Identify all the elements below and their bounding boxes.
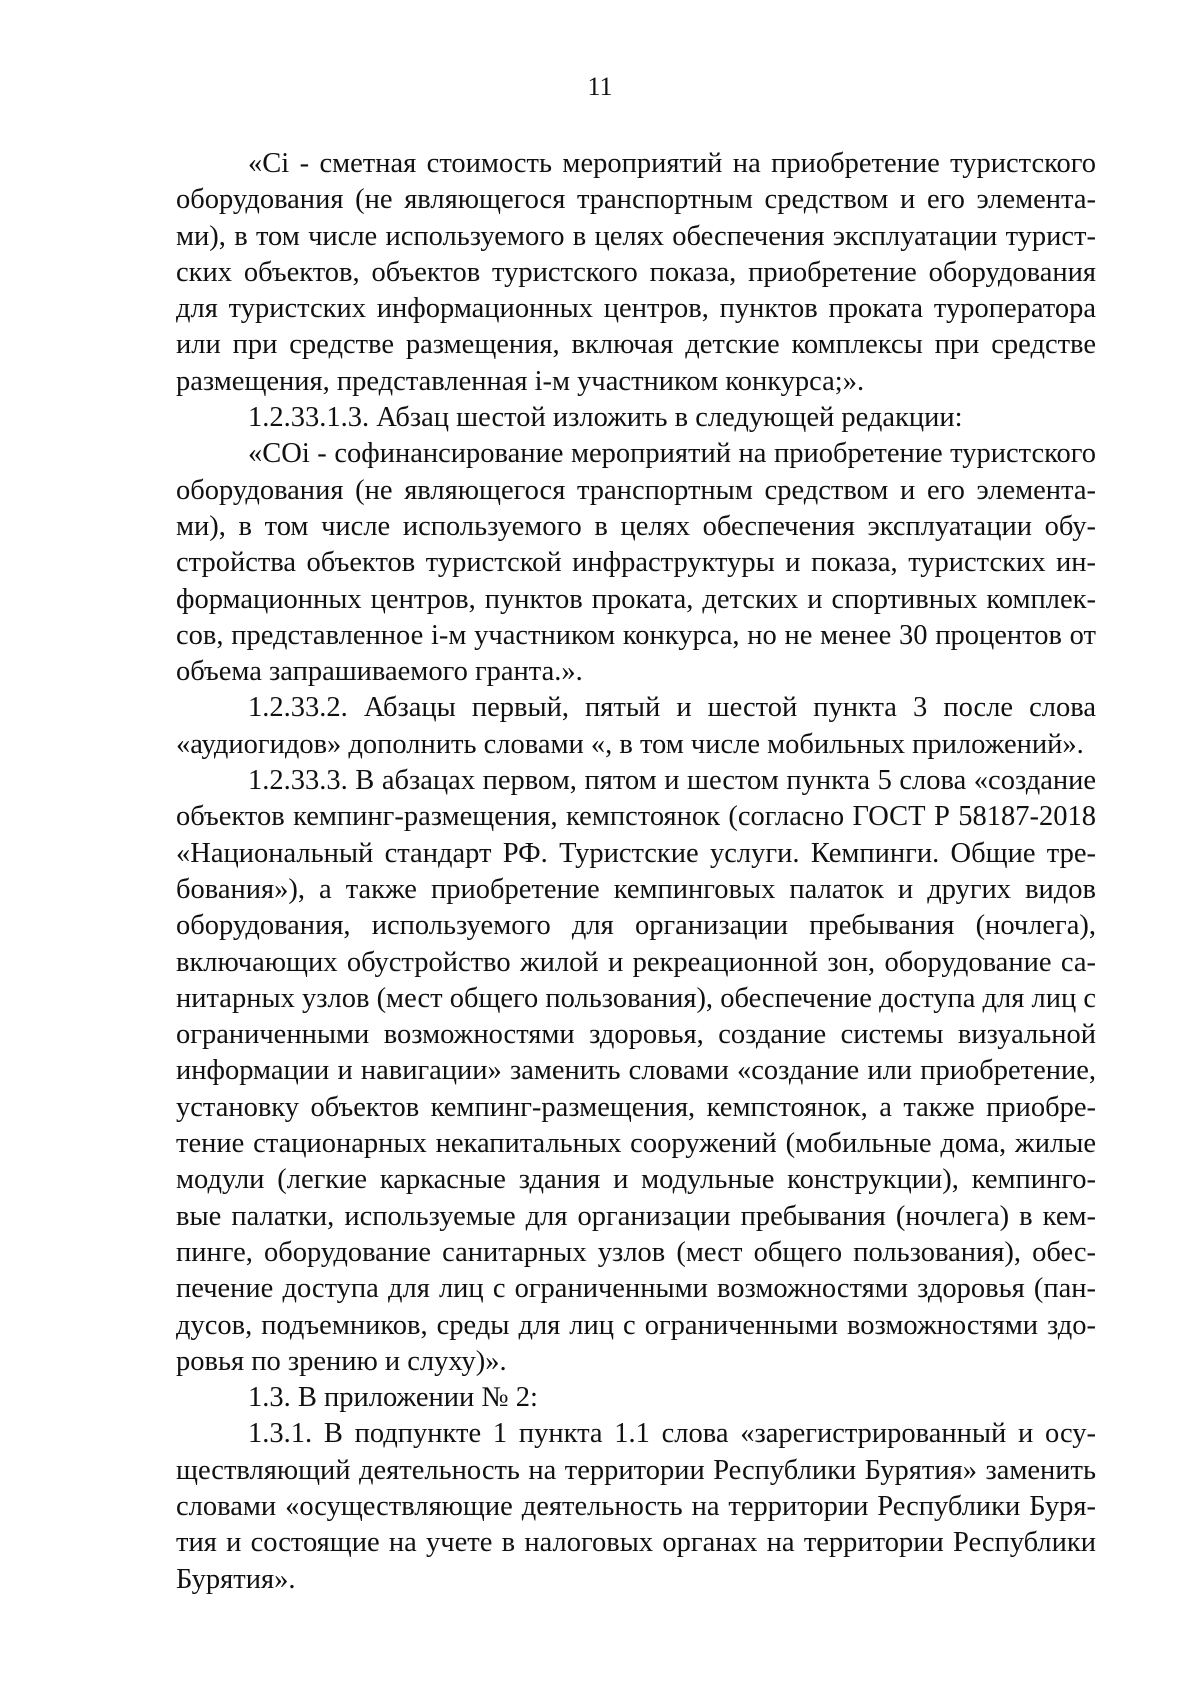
paragraph (176, 1416, 1096, 1597)
text-line: «Национальный стандарт РФ. Туристские услуги. Кемпинги. Общие тре- (176, 837, 1096, 869)
paragraph (176, 763, 1096, 1380)
text-line: ществляющий деятельность на территории Республики Бурятия» заменить (176, 1454, 1096, 1486)
paragraph (176, 690, 1096, 763)
text-line: ских объектов, объектов туристского показа, приобретение оборудования (176, 256, 1096, 288)
text-line: словами «осуществляющие деятельность на территории Республики Буря- (176, 1490, 1096, 1522)
text-line: объектов кемпинг-размещения, кемпстоянок (согласно ГОСТ Р 58187-2018 (176, 801, 1096, 833)
text-line: ми), в том числе используемого в целях обеспечения эксплуатации обу- (176, 510, 1096, 542)
text-line: бования»), а также приобретение кемпинговых палаток и других видов (176, 873, 1096, 905)
text-line: сов, представленное i-м участником конкурса, но не менее 30 процентов от (176, 619, 1096, 651)
text-line: 1.2.33.3. В абзацах первом, пятом и шестом пункта 5 слова «создание (248, 765, 1096, 797)
text-line: оборудования, используемого для организации пребывания (ночлега), (176, 910, 1096, 942)
text-line: информации и навигации» заменить словами «создание или приобретение, (176, 1055, 1096, 1087)
text-line: «Ci - сметная стоимость мероприятий на приобретение туристского (248, 148, 1096, 179)
text-line: «COi - софинансирование мероприятий на приобретение туристского (248, 438, 1096, 470)
text-line: печение доступа для лиц с ограниченными возможностями здоровья (пан- (176, 1273, 1096, 1305)
text-line: 1.3.1. В подпункте 1 пункта 1.1 слова «зарегистрированный и осу- (248, 1418, 1096, 1450)
text-line: установку объектов кемпинг-размещения, кемпстоянок, а также приобре- (176, 1091, 1096, 1123)
text-line: 1.2.33.1.3. Абзац шестой изложить в следующей редакции: (248, 402, 963, 434)
paragraph (176, 436, 1096, 690)
text-line: ровья по зрению и слуху)». (176, 1345, 507, 1377)
text-line: вые палатки, используемые для организации пребывания (ночлега) в кем- (176, 1200, 1096, 1232)
text-line: объема запрашиваемого гранта.». (176, 656, 583, 688)
text-line: размещения, представленная i-м участником конкурса;». (176, 365, 865, 397)
paragraph (176, 400, 1096, 436)
document-body (176, 146, 1096, 1598)
text-line: тия и состоящие на учете в налоговых органах на территории Республики (176, 1527, 1096, 1559)
text-line: ми), в том числе используемого в целях обеспечения эксплуатации турист- (176, 220, 1096, 252)
text-line: дусов, подъемников, среды для лиц с ограниченными возможностями здо- (176, 1309, 1096, 1341)
text-line: стройства объектов туристской инфраструктуры и показа, туристских ин- (176, 547, 1096, 579)
text-line: тение стационарных некапитальных сооружений (мобильные дома, жилые (176, 1128, 1096, 1160)
text-line: Бурятия». (176, 1563, 296, 1595)
text-line: для туристских информационных центров, пунктов проката туроператора (176, 293, 1096, 325)
paragraph (176, 146, 1096, 400)
text-line: модули (легкие каркасные здания и модульные конструкции), кемпинго- (176, 1164, 1096, 1196)
text-line: ограниченными возможностями здоровья, создание системы визуальной (176, 1019, 1096, 1051)
text-line: 1.3. В приложении № 2: (248, 1382, 538, 1414)
paragraph (176, 1380, 1096, 1416)
text-line: включающих обустройство жилой и рекреационной зон, оборудование са- (176, 946, 1096, 978)
text-line: 1.2.33.2. Абзацы первый, пятый и шестой пункта 3 после слова (248, 692, 1096, 724)
text-line: или при средстве размещения, включая детские комплексы при средстве (176, 329, 1096, 361)
text-line: оборудования (не являющегося транспортным средством и его элемента- (176, 184, 1096, 216)
text-line: «аудиогидов» дополнить словами «, в том числе мобильных приложений». (176, 728, 1084, 760)
text-line: формационных центров, пунктов проката, детских и спортивных комплек- (176, 583, 1096, 615)
page-number: 11 (587, 72, 613, 101)
text-line: оборудования (не являющегося транспортным средством и его элемента- (176, 474, 1096, 506)
text-line: нитарных узлов (мест общего пользования), обеспечение доступа для лиц с (176, 982, 1096, 1014)
text-line: пинге, оборудование санитарных узлов (мест общего пользования), обес- (176, 1236, 1096, 1268)
